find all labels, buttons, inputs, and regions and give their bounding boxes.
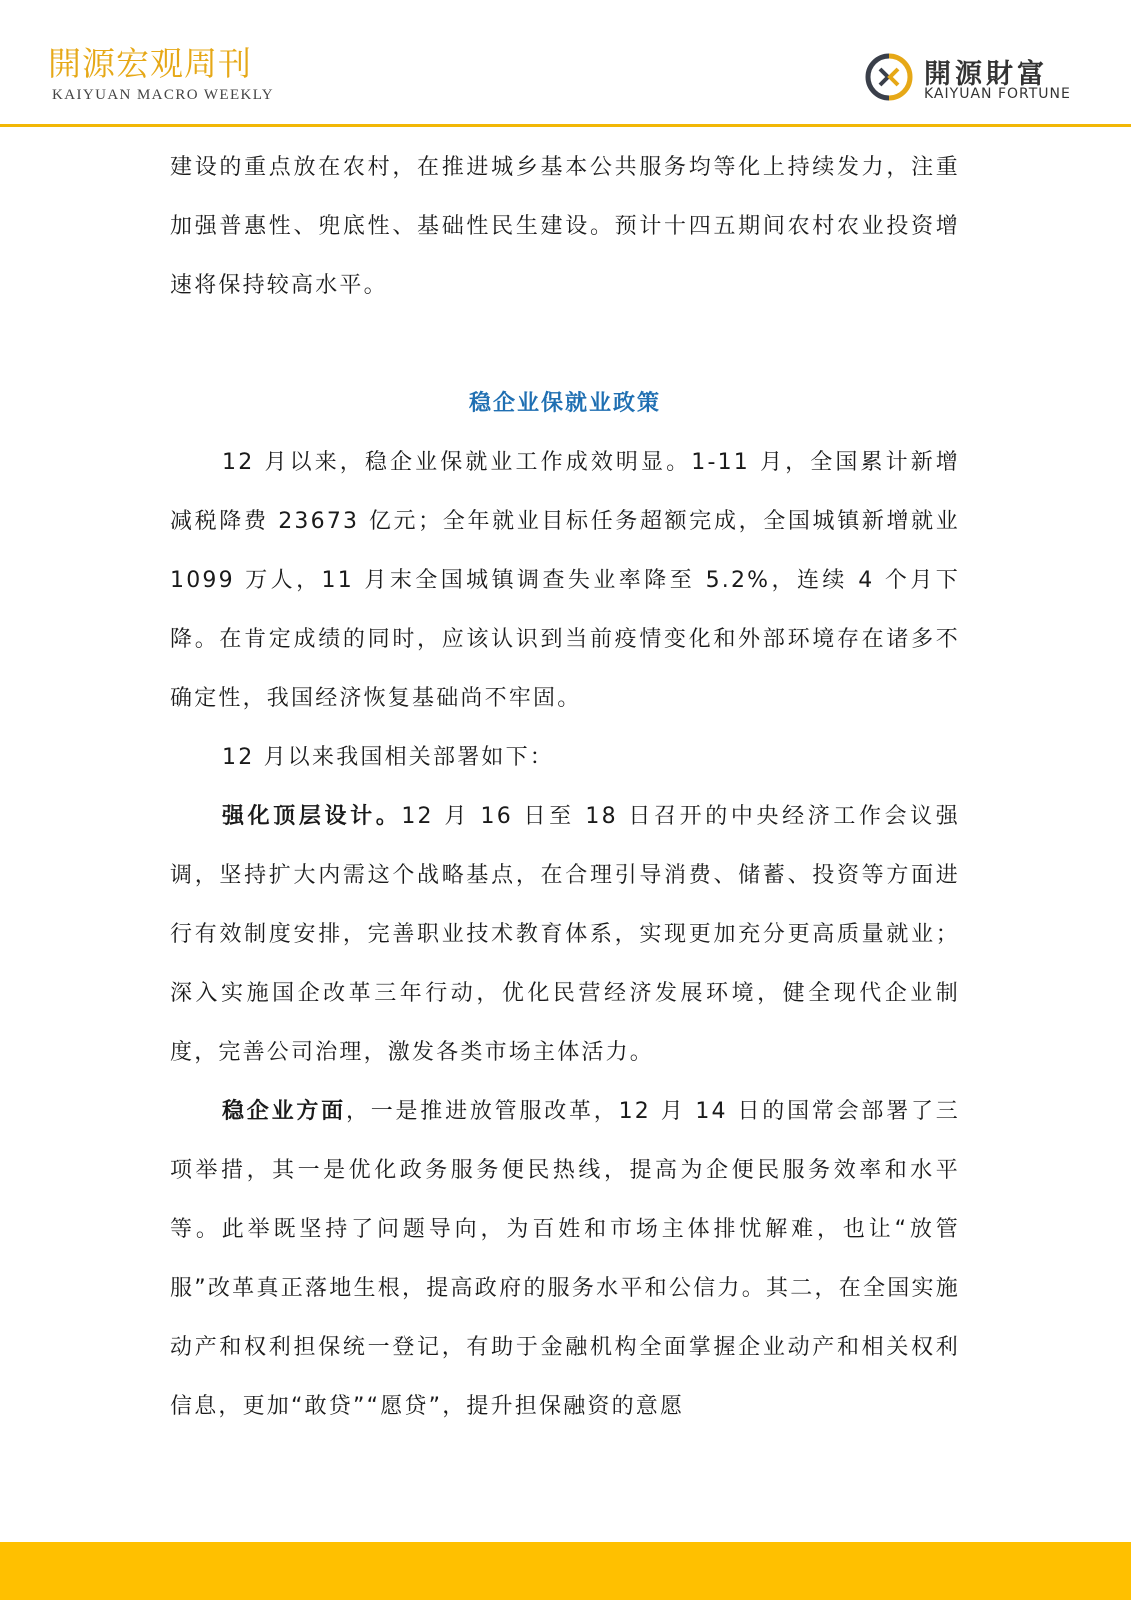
paragraph-gap [170,315,960,374]
paragraph-text-stabilize-enterprises: ，一是推进放管服改革，12 月 14 日的国常会部署了三项举措，其一是优化政务服务便民热线，提高为企便民服务效率和水平等。此举既坚持了问题导向，为百姓和市场主体排忧解难，也让“放管服”改革真正落地生根，提高政府的服务水平和公信力。其二，在全国实施动产和权利担保统一登记，有助于金融机构全面掌握企业动产和相关权利信息，更加“敢贷”“愿贷”，提升担保融资的意愿 [170,1099,960,1419]
lead-bold-top-level-design: 强化顶层设计。 [222,804,402,829]
kaiyuan-logo-icon [864,52,914,102]
brand-title-en: KAIYUAN MACRO WEEKLY [52,87,275,103]
paragraph-deployment-intro: 12 月以来我国相关部署如下： [222,745,554,770]
article-body [170,138,960,1436]
section-title: 稳企业保就业政策 [468,391,661,416]
brand-title-cn: 開源宏观周刊 [48,44,252,83]
paragraph-employment-results: 12 月以来，稳企业保就业工作成效明显。1-11 月，全国累计新增减税降费 23673 亿元；全年就业目标任务超额完成，全国城镇新增就业 1099 万人，11 月末全国城镇调查失业率降至 5.2%，连续 4 个月下降。在肯定成绩的同时，应该认识到当前疫情变化和外部环境存在诸多不确定性，我国经济恢复基础尚不牢固。 [170,450,960,711]
logo-text-cn: 開源財富 [924,59,1048,90]
kaiyuan-fortune-logo [864,52,1104,108]
logo-text-en: KAIYUAN FORTUNE [924,86,1071,102]
page-header [0,0,1131,126]
paragraph-text-top-level-design: 12 月 16 日至 18 日召开的中央经济工作会议强调，坚持扩大内需这个战略基点，在合理引导消费、储蓄、投资等方面进行有效制度安排，完善职业技术教育体系，实现更加充分更高质量就业；深入实施国企改革三年行动，优化民营经济发展环境，健全现代企业制度，完善公司治理，激发各类市场主体活力。 [170,804,960,1065]
paragraph-top-level-design [170,787,960,1082]
footer-bar [0,1542,1131,1600]
lead-bold-stabilize-enterprises: 稳企业方面 [222,1099,346,1124]
paragraph-rural-investment: 建设的重点放在农村，在推进城乡基本公共服务均等化上持续发力，注重加强普惠性、兜底性、基础性民生建设。预计十四五期间农村农业投资增速将保持较高水平。 [170,155,960,298]
header-divider [0,124,1131,127]
paragraph-stabilize-enterprises [170,1082,960,1436]
